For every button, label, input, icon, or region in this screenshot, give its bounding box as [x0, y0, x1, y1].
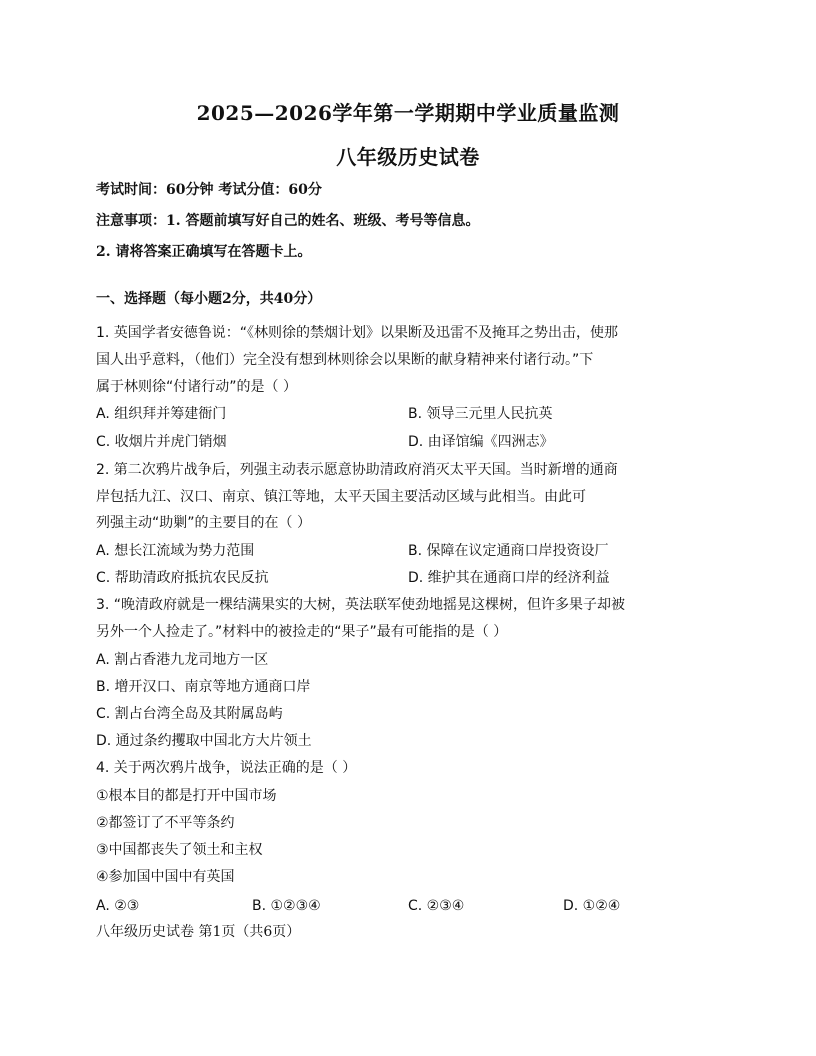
question-3-line-1: 3. “晚清政府就是一棵结满果实的大树，英法联军使劲地摇晃这棵树，但许多果子却被 [96, 597, 626, 613]
question-3-option-d: D. 通过条约攫取中国北方大片领土 [96, 733, 312, 749]
question-4-option-c: C. ②③④ [408, 898, 465, 914]
question-4-option-a: A. ②③ [96, 898, 140, 914]
question-2-line-2: 岸包括九江、汉口、南京、镇江等地，太平天国主要活动区域与此相当。由此可 [96, 489, 586, 505]
question-3-line-2: 另外一个人捡走了。”材料中的被捡走的“果子”最有可能指的是（ ） [96, 624, 508, 640]
question-1-option-a: A. 组织拜并筹建衙门 [96, 406, 227, 422]
question-2-line-1: 2. 第二次鸦片战争后，列强主动表示愿意协助清政府消灭太平天国。当时新增的通商 [96, 462, 618, 478]
question-2-option-b: B. 保障在议定通商口岸投资设厂 [408, 543, 609, 559]
question-3-option-b: B. 增开汉口、南京等地方通商口岸 [96, 679, 311, 695]
exam-time-score: 考试时间：60分钟 考试分值：60分 [96, 182, 322, 198]
question-1-line-1: 1. 英国学者安德鲁说：“《林则徐的禁烟计划》以果断及迅雷不及掩耳之势出击，使那 [96, 325, 619, 341]
question-2-option-a: A. 想长江流域为势力范围 [96, 543, 255, 559]
question-3-option-a: A. 割占香港九龙司地方一区 [96, 652, 269, 668]
question-1-option-b: B. 领导三元里人民抗英 [408, 406, 553, 422]
exam-title: 2025—2026学年第一学期期中学业质量监测 [196, 101, 620, 125]
question-4-statement-3: ③中国都丧失了领土和主权 [96, 842, 263, 858]
question-4-option-b: B. ①②③④ [252, 898, 321, 914]
page-footer: 八年级历史试卷 第1页（共6页） [96, 924, 301, 940]
question-4-statement-4: ④参加国中国中有英国 [96, 869, 235, 885]
question-2-option-c: C. 帮助清政府抵抗农民反抗 [96, 570, 269, 586]
exam-notice-1: 注意事项：1. 答题前填写好自己的姓名、班级、考号等信息。 [96, 213, 480, 229]
question-2-option-d: D. 维护其在通商口岸的经济利益 [408, 570, 610, 586]
exam-subtitle: 八年级历史试卷 [336, 145, 480, 169]
question-4-statement-1: ①根本目的都是打开中国市场 [96, 788, 277, 804]
question-1-option-c: C. 收烟片并虎门销烟 [96, 434, 227, 450]
question-2-line-3: 列强主动“助剿”的主要目的在（ ） [96, 515, 311, 531]
question-4-statement-2: ②都签订了不平等条约 [96, 815, 235, 831]
question-4-line-1: 4. 关于两次鸦片战争，说法正确的是（ ） [96, 760, 357, 776]
exam-notice-2: 2. 请将答案正确填写在答题卡上。 [96, 244, 312, 260]
question-1-option-d: D. 由译馆编《四洲志》 [408, 434, 554, 450]
question-1-line-2: 国人出乎意料，（他们）完全没有想到林则徐会以果断的献身精神来付诸行动。”下 [96, 352, 594, 368]
question-1-line-3: 属于林则徐“付诸行动”的是（ ） [96, 379, 297, 395]
question-3-option-c: C. 割占台湾全岛及其附属岛屿 [96, 706, 283, 722]
section-heading: 一、选择题（每小题2分，共40分） [96, 291, 322, 307]
question-4-option-d: D. ①②④ [563, 898, 621, 914]
